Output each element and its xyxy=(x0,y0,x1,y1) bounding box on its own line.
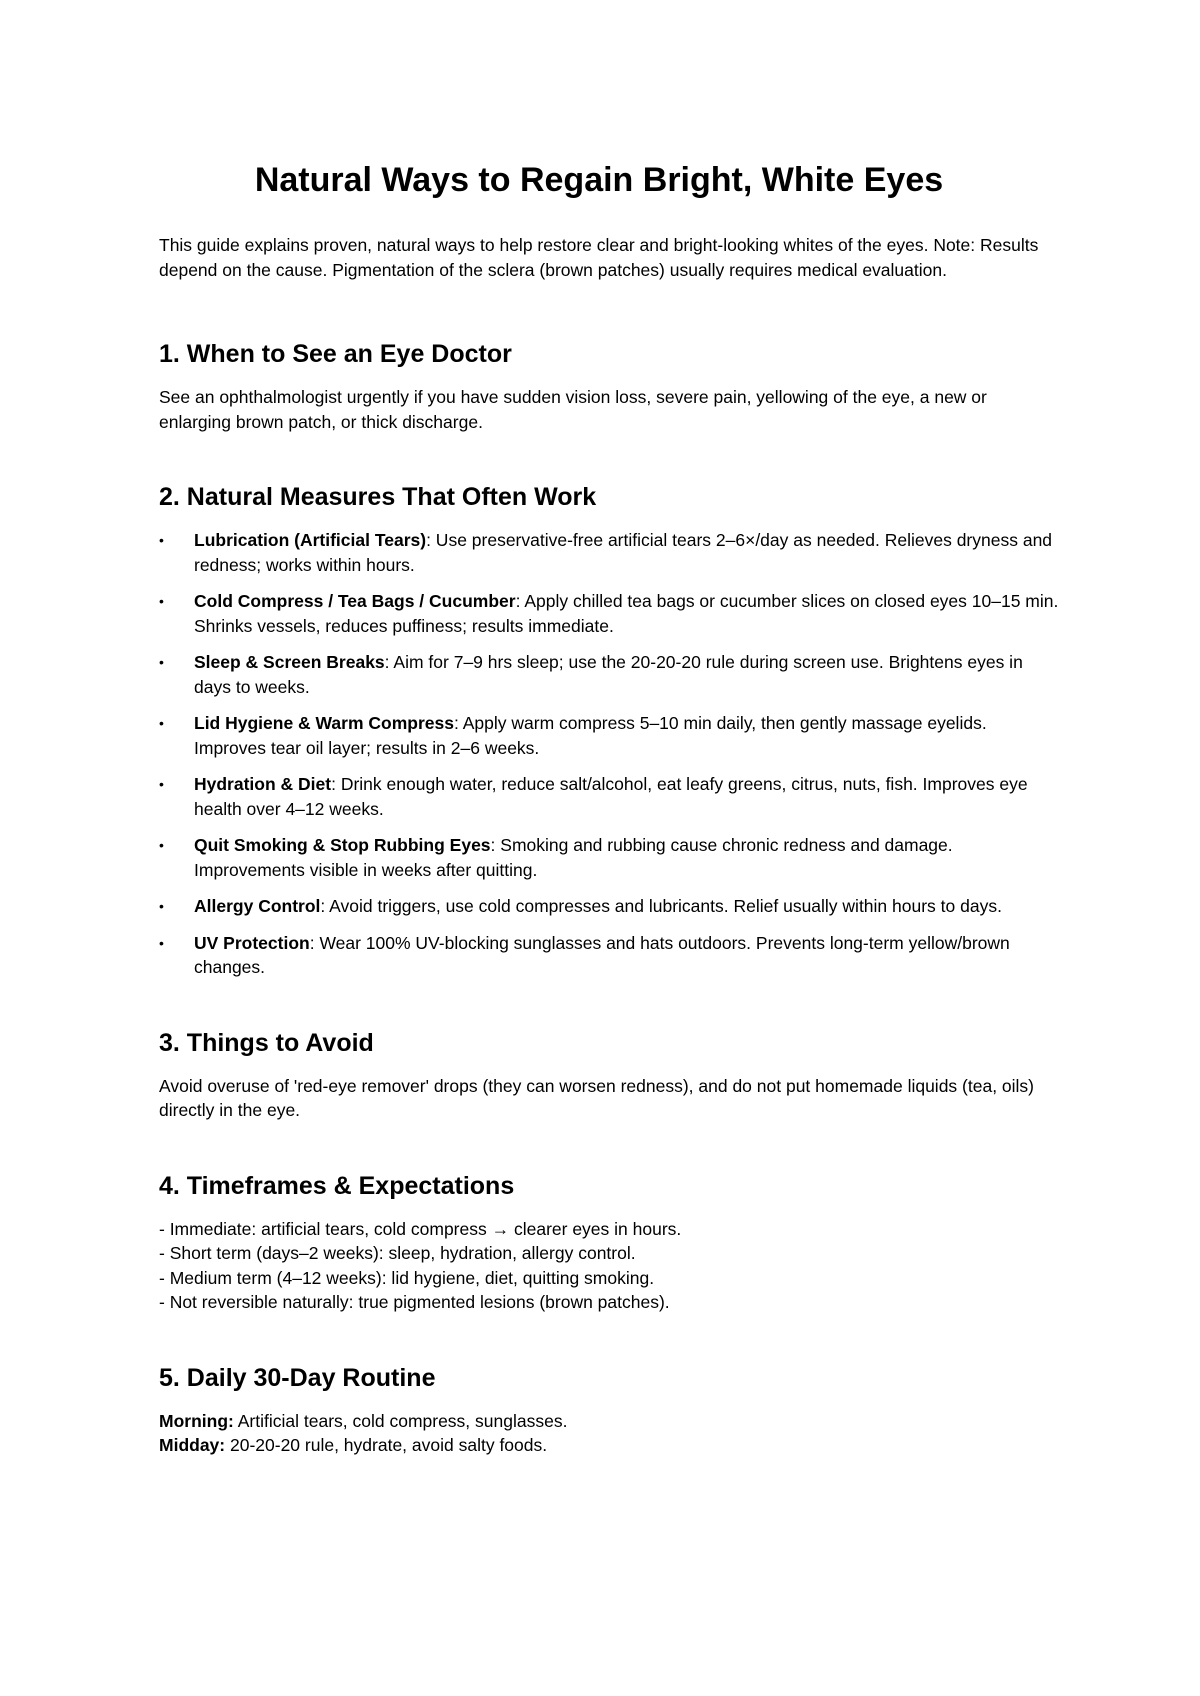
list-item-text: : Use preservative-free artificial tears 2–6×/day as needed. Relieves dryness and redness; works within hours. xyxy=(194,530,1053,575)
list-item-text: : Smoking and rubbing cause chronic redness and damage. Improvements visible in weeks after quitting. xyxy=(194,835,953,880)
list-item-text: : Avoid triggers, use cold compresses and lubricants. Relief usually within hours to days. xyxy=(320,896,1002,916)
section-heading-measures: 2. Natural Measures That Often Work xyxy=(159,483,597,511)
section-heading-timeframes: 4. Timeframes & Expectations xyxy=(159,1171,515,1200)
timeframe-line: - Immediate: artificial tears, cold compress → clearer eyes in hours. xyxy=(159,1218,682,1239)
list-item-text: : Wear 100% UV-blocking sunglasses and hats outdoors. Prevents long-term yellow/brown changes. xyxy=(194,932,1010,977)
list-item-term: Hydration & Diet xyxy=(194,774,332,794)
list-item xyxy=(159,528,1059,577)
list-item xyxy=(159,711,1059,760)
section-measures xyxy=(159,482,1059,980)
bullet-icon: • xyxy=(159,776,164,792)
timeframe-line: - Medium term (4–12 weeks): lid hygiene, diet, quitting smoking. xyxy=(159,1267,655,1288)
list-item-term: Cold Compress / Tea Bags / Cucumber xyxy=(194,591,516,611)
list-item-text: : Aim for 7–9 hrs sleep; use the 20-20-20 rule during screen use. Brightens eyes in days to weeks. xyxy=(194,652,1023,697)
section-routine xyxy=(159,1363,1059,1458)
list-item xyxy=(159,833,1059,882)
routine-label: Morning: xyxy=(159,1410,234,1431)
bullet-icon: • xyxy=(159,898,164,914)
list-item-term: Lid Hygiene & Warm Compress xyxy=(194,713,454,733)
section-heading-avoid: 3. Things to Avoid xyxy=(159,1028,374,1057)
section-avoid xyxy=(159,1028,1059,1123)
list-item-text: : Drink enough water, reduce salt/alcohol, eat leafy greens, citrus, nuts, fish. Improves eye health over 4–12 weeks. xyxy=(194,774,1028,819)
bullet-icon: • xyxy=(159,934,164,951)
bullet-icon: • xyxy=(159,715,164,731)
list-item-term: Allergy Control xyxy=(194,896,321,916)
document-content xyxy=(159,160,1059,1506)
bullet-icon: • xyxy=(159,654,164,670)
list-item xyxy=(159,650,1059,699)
section-heading-doctor: 1. When to See an Eye Doctor xyxy=(159,340,512,368)
list-item-text: : Apply chilled tea bags or cucumber slices on closed eyes 10–15 min. Shrinks vessels, reduces puffiness; results immediate. xyxy=(194,591,1059,636)
routine-label: Midday: xyxy=(159,1435,226,1455)
section-body-avoid: Avoid overuse of 'red-eye remover' drops (they can worsen redness), and do not put homemade liquids (tea, oils) directly in the eye. xyxy=(159,1075,1035,1120)
bullet-icon: • xyxy=(159,532,164,548)
bullet-icon: • xyxy=(159,593,164,609)
section-heading-routine: 5. Daily 30-Day Routine xyxy=(159,1363,436,1392)
bullet-icon: • xyxy=(159,837,164,853)
list-item xyxy=(159,589,1059,638)
routine-text: 20-20-20 rule, hydrate, avoid salty foods. xyxy=(225,1435,548,1455)
list-item-term: Quit Smoking & Stop Rubbing Eyes xyxy=(194,835,491,855)
measures-list xyxy=(159,528,1059,980)
document-title: Natural Ways to Regain Bright, White Eyes xyxy=(254,161,944,199)
list-item xyxy=(159,931,1059,980)
section-timeframes xyxy=(159,1171,1059,1315)
routine-line-morning xyxy=(159,1409,1059,1434)
list-item-term: UV Protection xyxy=(194,932,310,953)
list-item-term: Sleep & Screen Breaks xyxy=(194,652,385,672)
section-body-doctor: See an ophthalmologist urgently if you have sudden vision loss, severe pain, yellowing of the eye, a new or enlarging brown patch, or thick discharge. xyxy=(159,387,987,432)
list-item-term: Lubrication (Artificial Tears) xyxy=(194,530,427,550)
list-item-text: : Apply warm compress 5–10 min daily, then gently massage eyelids. Improves tear oil layer; results in 2–6 weeks. xyxy=(194,713,987,758)
intro-paragraph: This guide explains proven, natural ways to help restore clear and bright-looking whites of the eyes. Note: Results depend on the cause. Pigmentation of the sclera (brown patches) usually requires medical evaluation. xyxy=(159,235,1039,280)
timeframe-line: - Not reversible naturally: true pigmented lesions (brown patches). xyxy=(159,1292,670,1312)
section-doctor xyxy=(159,339,1059,434)
list-item xyxy=(159,894,1059,919)
routine-text: Artificial tears, cold compress, sunglasses. xyxy=(233,1410,568,1431)
list-item xyxy=(159,772,1059,821)
routine-line-midday xyxy=(159,1433,1059,1458)
timeframe-line: - Short term (days–2 weeks): sleep, hydration, allergy control. xyxy=(159,1243,636,1263)
